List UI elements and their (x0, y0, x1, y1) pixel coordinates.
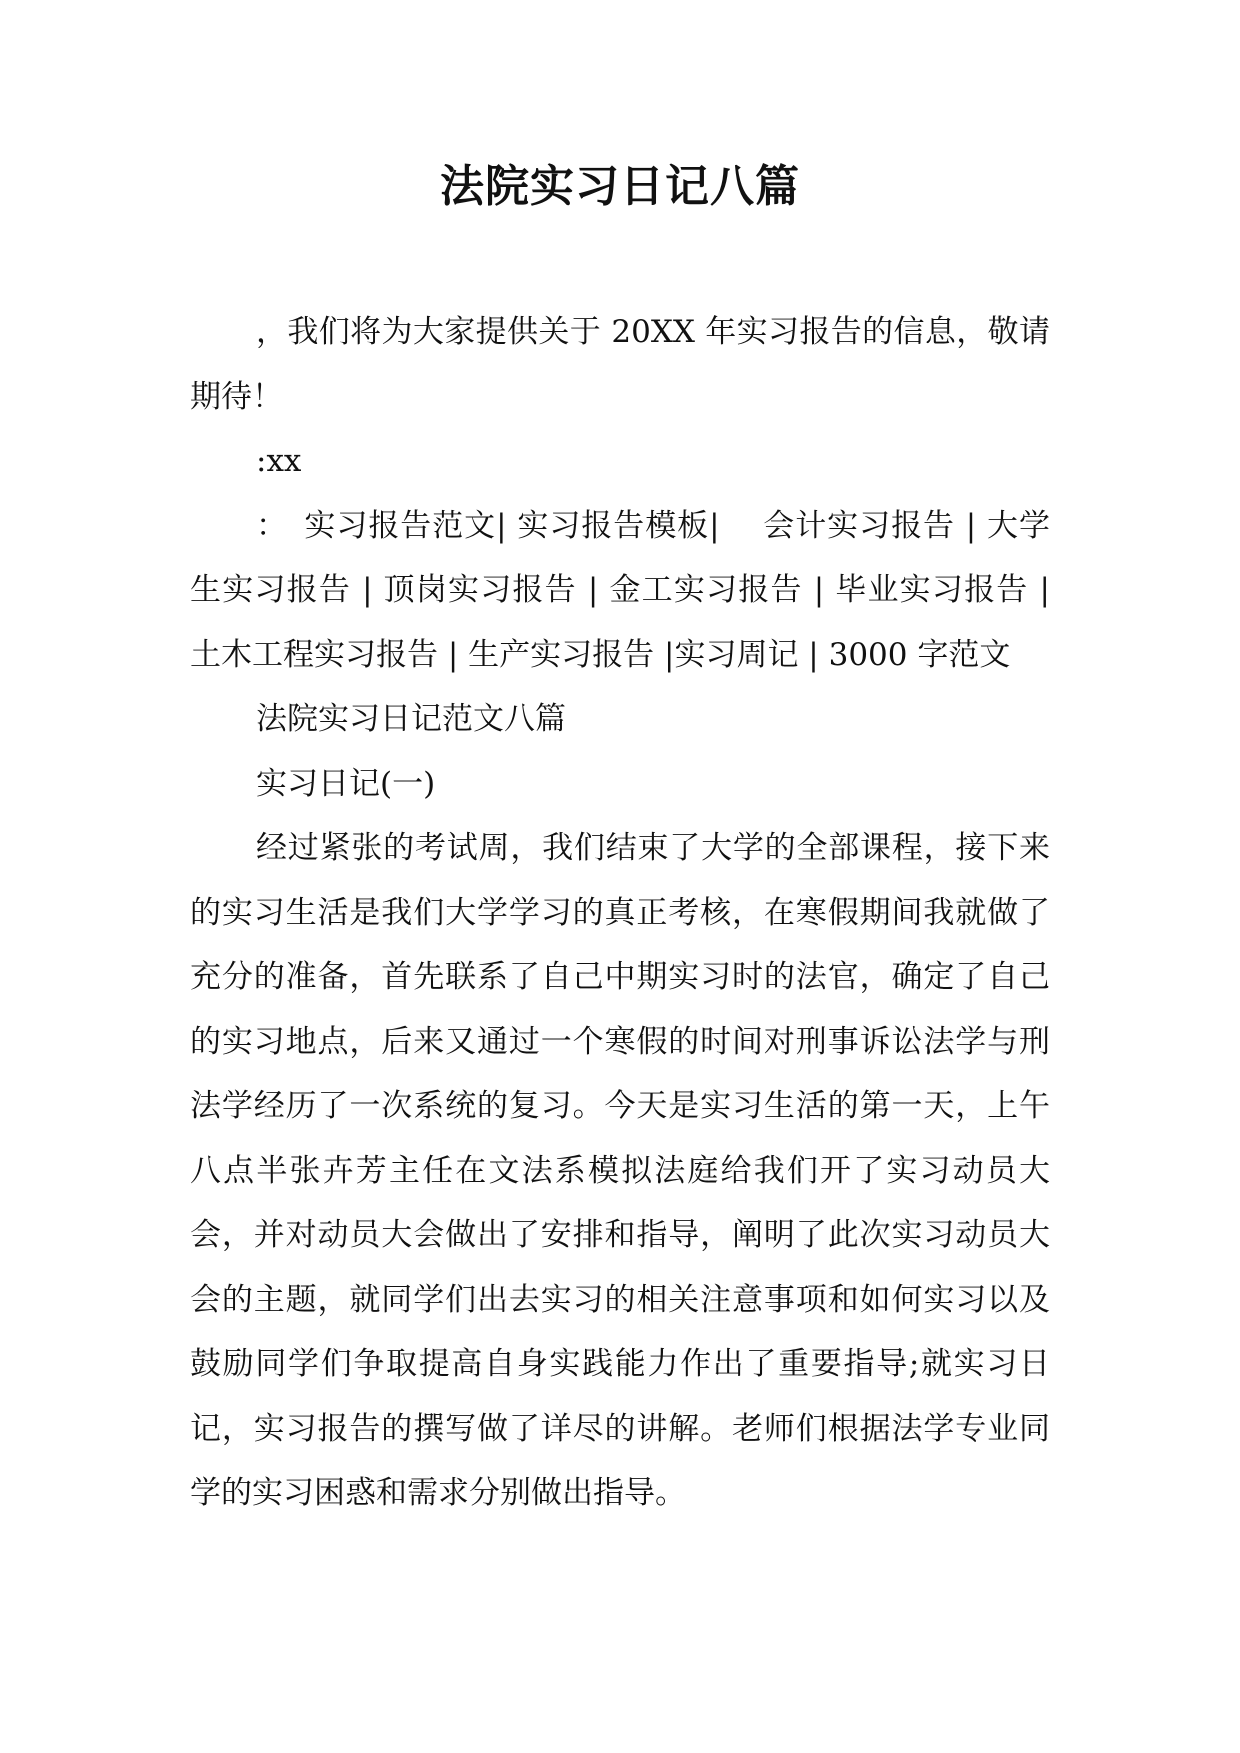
diary-paragraph: 经过紧张的考试周，我们结束了大学的全部课程，接下来的实习生活是我们大学学习的真正考核，在寒假期间我就做了充分的准备，首先联系了自己中期实习时的法官，确定了自己的实习地点，后来又通过一个寒假的时间对刑事诉讼法学与刑法学经历了一次系统的复习。今天是实习生活的第一天，上午八点半张卉芳主任在文法系模拟法庭给我们开了实习动员大会，并对动员大会做出了安排和指导，阐明了此次实习动员大会的主题，就同学们出去实习的相关注意事项和如何实习以及鼓励同学们争取提高自身实践能力作出了重要指导;就实习日记，实习报告的撰写做了详尽的讲解。老师们根据法学专业同学的实习困惑和需求分别做出指导。 (190, 830, 1050, 1511)
section-heading: 法院实习日记范文八篇 (256, 701, 566, 737)
author-line: :xx (256, 443, 302, 479)
intro-paragraph: ，我们将为大家提供关于 20XX 年实习报告的信息，敬请期待！ (190, 314, 1050, 415)
document-body (190, 300, 1050, 1526)
diary-heading: 实习日记(一) (256, 765, 436, 802)
related-links-paragraph: ： 实习报告范文| 实习报告模板| 会计实习报告 | 大学生实习报告 | 顶岗实习报告 | 金工实习报告 | 毕业实习报告 | 土木工程实习报告 | 生产实习报告 |实习周记 | 3000 字范文 (190, 507, 1050, 673)
document-title: 法院实习日记八篇 (440, 161, 800, 212)
